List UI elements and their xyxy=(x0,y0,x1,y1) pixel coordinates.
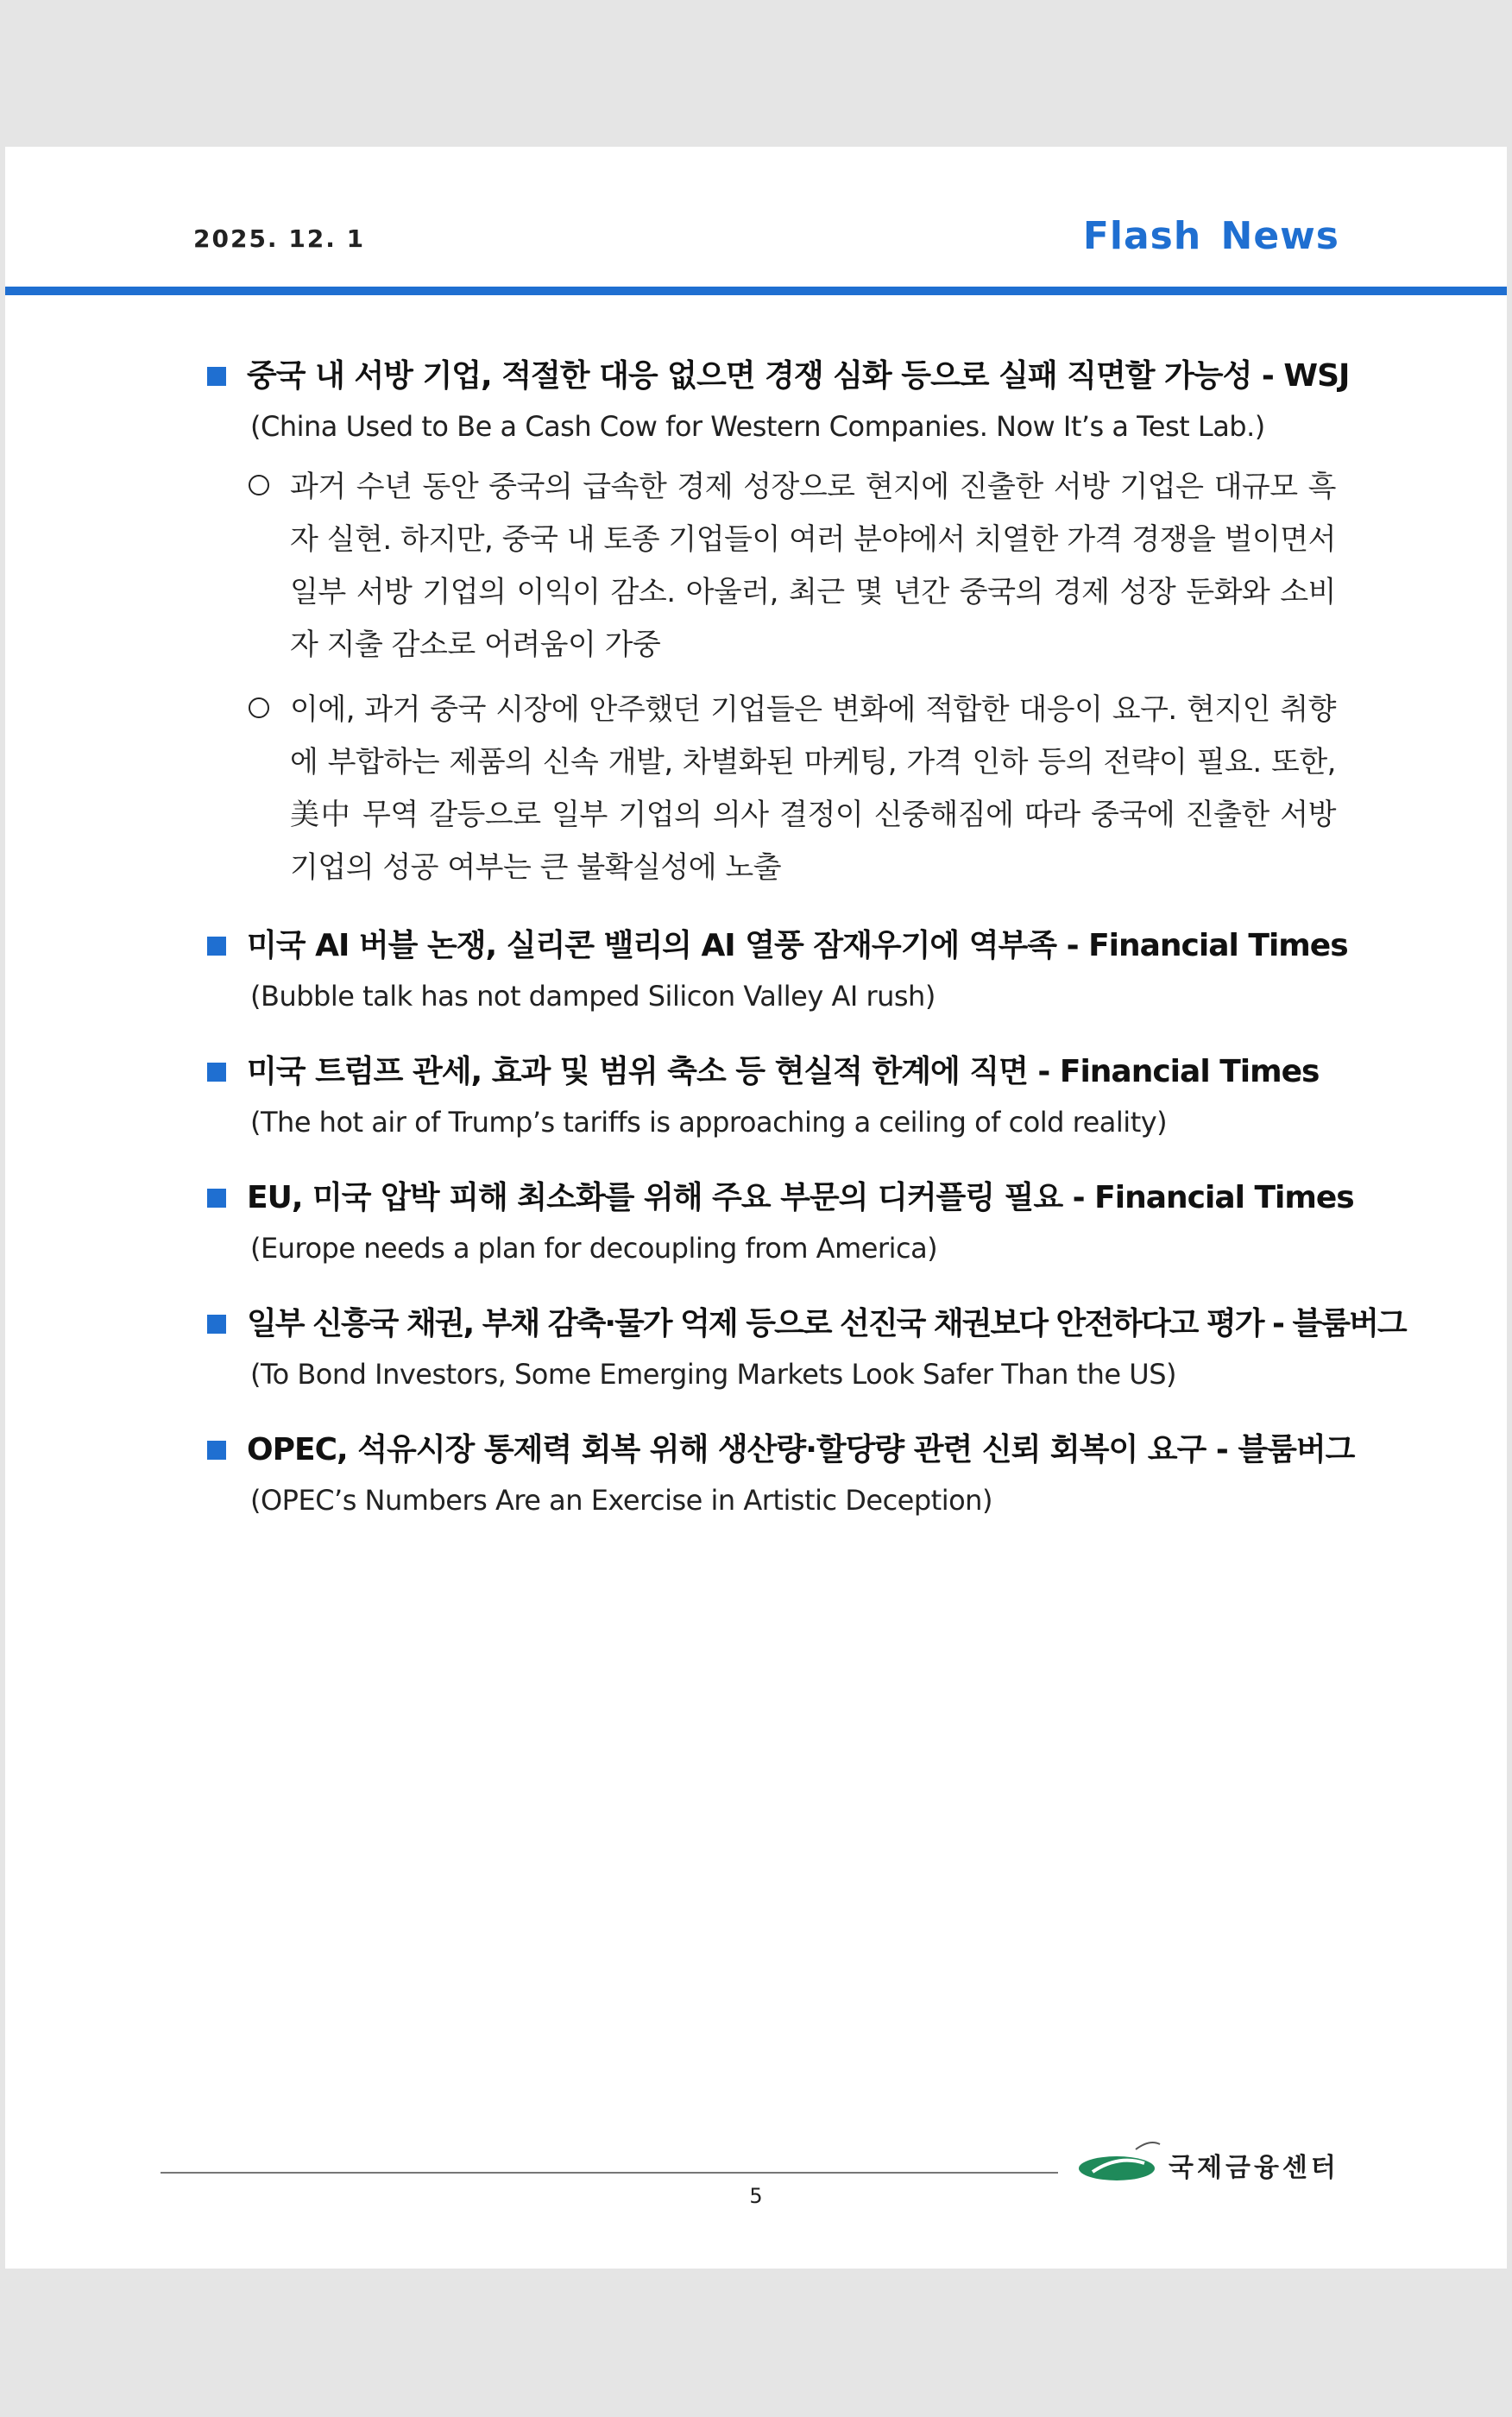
news-source-title: (Europe needs a plan for decoupling from America) xyxy=(250,1232,938,1265)
news-item xyxy=(204,1046,1336,1146)
bullet-text: 과거 수년 동안 중국의 급속한 경제 성장으로 현지에 진출한 서방 기업은 대규모 흑자 실현. 하지만, 중국 내 토종 기업들이 여러 분야에서 치열한 가격 경쟁을 벌이면서 일부 서방 기업의 이익이 감소. 아울러, 최근 몇 년간 중국의 경제 성장 둔화와 소비자 지출 감소로 어려움이 가중 xyxy=(290,470,1336,662)
summary-bullet xyxy=(204,461,1336,672)
blue-square-bullet-icon xyxy=(207,1441,226,1460)
news-headline xyxy=(204,1172,1354,1224)
news-headline xyxy=(204,1046,1336,1098)
circle-bullet-icon xyxy=(249,475,269,495)
blue-square-bullet-icon xyxy=(207,367,226,386)
news-headline xyxy=(204,1424,1355,1476)
bullet-text: 이에, 과거 중국 시장에 안주했던 기업들은 변화에 적합한 대응이 요구. 현지인 취향에 부합하는 제품의 신속 개발, 차별화된 마케팅, 가격 인하 등의 전략이 필요. 또한, 美中 무역 갈등으로 일부 기업의 의사 결정이 신중해짐에 따라 중국에 진출한 서방 기업의 성공 여부는 큰 불확실성에 노출 xyxy=(290,692,1336,885)
news-source-title: (To Bond Investors, Some Emerging Markets Look Safer Than the US) xyxy=(250,1358,1176,1391)
news-headline xyxy=(204,1298,1406,1350)
blue-square-bullet-icon xyxy=(207,1315,226,1334)
circle-bullet-icon xyxy=(249,697,269,718)
news-item xyxy=(204,1172,1354,1272)
org-name: 국제금융센터 xyxy=(1169,2153,1339,2183)
news-headline xyxy=(204,920,1348,972)
report-date: 2025. 12. 1 xyxy=(193,224,366,253)
news-list xyxy=(204,350,1406,1550)
news-item xyxy=(204,920,1348,1020)
headline-text: 중국 내 서방 기업, 적절한 대응 없으면 경쟁 심화 등으로 실패 직면할 가능성 - WSJ xyxy=(247,358,1350,394)
kcif-logo-icon xyxy=(1075,2137,1162,2189)
headline-text: EU, 미국 압박 피해 최소화를 위해 주요 부문의 디커플링 필요 - Financial Times xyxy=(247,1180,1354,1215)
header-divider xyxy=(5,287,1507,295)
page-number: 5 xyxy=(749,2184,763,2208)
footer-divider xyxy=(161,2172,1058,2174)
summary-bullets xyxy=(204,461,1336,894)
news-item xyxy=(204,1298,1406,1398)
headline-text: OPEC, 석유시장 통제력 회복 위해 생산량·할당량 관련 신뢰 회복이 요구 - 블룸버그 xyxy=(247,1432,1355,1467)
organization-logo xyxy=(1075,2137,1351,2189)
summary-bullet xyxy=(204,684,1336,894)
news-source-title: (The hot air of Trump’s tariffs is approaching a ceiling of cold reality) xyxy=(250,1106,1168,1139)
news-source-title: (China Used to Be a Cash Cow for Western Companies. Now It’s a Test Lab.) xyxy=(250,410,1265,443)
news-source-title: (Bubble talk has not damped Silicon Valley AI rush) xyxy=(250,980,936,1013)
publication-title: Flash News xyxy=(1082,214,1339,258)
news-item xyxy=(204,1424,1355,1524)
news-headline xyxy=(204,350,1350,402)
headline-text: 미국 AI 버블 논쟁, 실리콘 밸리의 AI 열풍 잠재우기에 역부족 - Financial Times xyxy=(247,928,1348,963)
news-source-title: (OPEC’s Numbers Are an Exercise in Artistic Deception) xyxy=(250,1484,992,1517)
blue-square-bullet-icon xyxy=(207,1063,226,1082)
headline-text: 일부 신흥국 채권, 부채 감축·물가 억제 등으로 선진국 채권보다 안전하다고 평가 - 블룸버그 xyxy=(247,1306,1406,1341)
news-item xyxy=(204,350,1350,894)
blue-square-bullet-icon xyxy=(207,937,226,956)
headline-text: 미국 트럼프 관세, 효과 및 범위 축소 등 현실적 한계에 직면 - Financial Times xyxy=(247,1054,1320,1089)
document-page xyxy=(5,147,1507,2269)
blue-square-bullet-icon xyxy=(207,1189,226,1208)
